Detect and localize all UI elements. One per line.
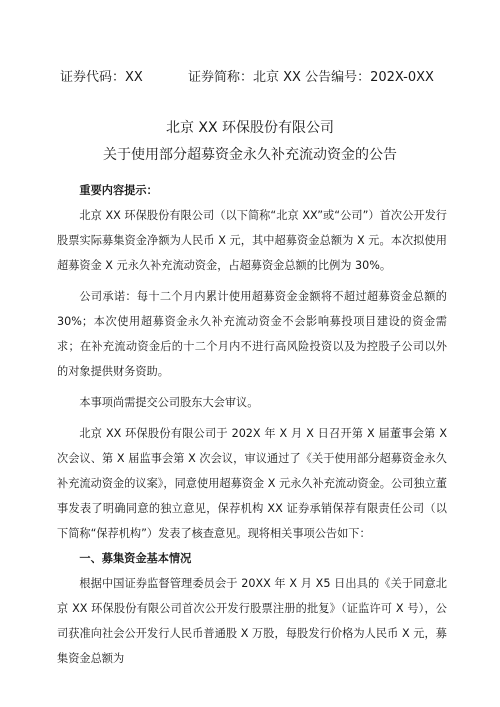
company-name: 北京 XX 环保股份有限公司: [165, 120, 335, 136]
paragraph-fund-summary: 北京 XX 环保股份有限公司（以下简称“北京 XX”或“公司”）首次公开发行股票实际募集资金净额为人民币 X 元，其中超募资金总额为 X 元。本次拟使用超募资金 X 元永久补充流动资金，占超募资金总额的比例为 30%。: [57, 209, 447, 272]
section-heading-fund-basics: 一、募集资金基本情况: [79, 552, 192, 565]
paragraph-csrc-approval: 根据中国证券监督管理委员会于 20XX 年 X 月 X5 日出具的《关于同意北京 XX 环保股份有限公司首次公开发行股票注册的批复》（证监许可 X 号），公司获准向社会公开发行人民币普通股 X 万股，每股发行价格为人民币 X 元，募集资金总额为: [57, 577, 447, 665]
paragraph-board-resolution: 北京 XX 环保股份有限公司于 202X 年 X 月 X 日召开第 X 届董事会第 X 次会议、第 X 届监事会第 X 次会议，审议通过了《关于使用部分超募资金永久补充流动资金的议案》，同意使用超募资金 X 元永久补充流动资金。公司独立董事发表了明确同意的独立意见，保荐机构 XX 证券承销保荐有限责任公司（以下简称“保荐机构”）发表了核查意见。现将相关事项公告如下：: [57, 427, 447, 540]
stock-abbreviation-and-announcement-number: 证券简称：北京 XX 公告编号：202X-0XX: [188, 70, 434, 85]
announcement-title: 关于使用部分超募资金永久补充流动资金的公告: [103, 147, 397, 163]
important-notice-heading: 重要内容提示：: [79, 184, 158, 197]
stock-code: 证券代码：XX: [60, 70, 143, 85]
document-header: [0, 68, 500, 88]
paragraph-company-commitment: 公司承诺：每十二个月内累计使用超募资金金额将不超过超募资金总额的 30%；本次使用超募资金永久补充流动资金不会影响募投项目建设的资金需求；在补充流动资金后的十二个月内不进行高风险投资以及为控股子公司以外的对象提供财务资助。: [57, 290, 447, 378]
paragraph-shareholder-approval: 本事项尚需提交公司股东大会审议。: [79, 396, 259, 409]
announcement-body: [57, 178, 447, 671]
